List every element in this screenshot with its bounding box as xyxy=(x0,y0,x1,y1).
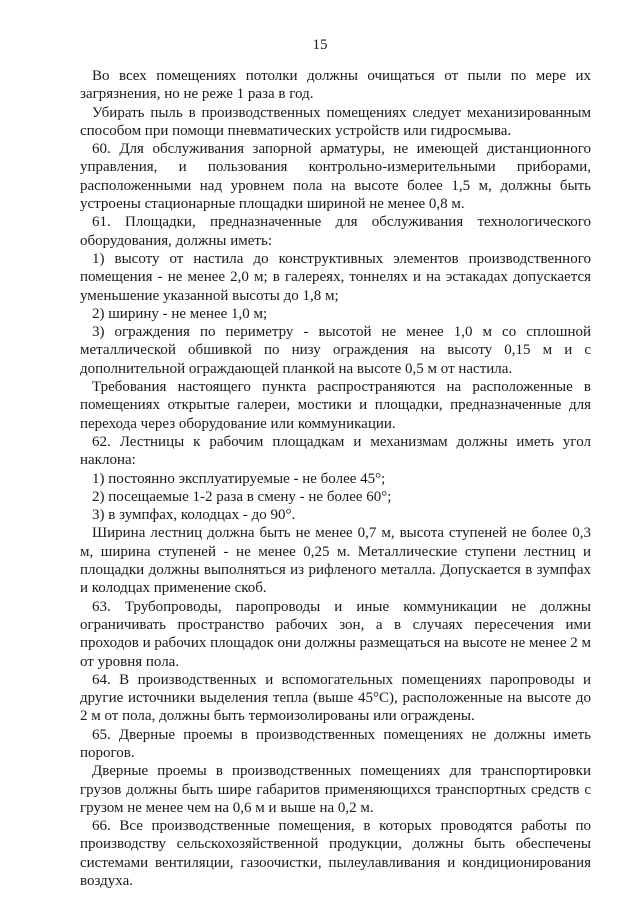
paragraph: 66. Все производственные помещения, в которых проводятся работы по производству сельскохозяйственной продукции, должны быть обеспечены системами вентиляции, газоочистки, пылеулавливания и кондиционирования воздуха. xyxy=(80,818,591,890)
paragraph: 62. Лестницы к рабочим площадкам и механизмам должны иметь угол наклона: xyxy=(80,433,591,469)
page-number: 15 xyxy=(312,37,328,53)
paragraph: Дверные проемы в производственных помещениях для транспортировки грузов должны быть шире габаритов применяющихся транспортных средств с грузом не менее чем на 0,6 м и выше на 0,2 м. xyxy=(80,763,591,816)
paragraph: 61. Площадки, предназначенные для обслуживания технологического оборудования, должны иметь: xyxy=(80,214,591,249)
paragraph: Ширина лестниц должна быть не менее 0,7 м, высота ступеней не более 0,3 м, ширина ступеней - не менее 0,25 м. Металлические ступени лестниц и площадки должны выполняться из рифленого металла. Допускается в зумпфах и колодцах применение скоб. xyxy=(80,525,591,597)
paragraph: 2) ширину - не менее 1,0 м; xyxy=(92,305,268,322)
paragraph: 3) ограждения по периметру - высотой не менее 1,0 м со сплошной металлической обшивкой по низу ограждения на высоту 0,15 м и с дополнительной ограждающей планкой на высоте 0,5 м от настила. xyxy=(80,324,591,377)
paragraph: 1) постоянно эксплуатируемые - не более 45°; xyxy=(92,470,386,487)
paragraph: 65. Дверные проемы в производственных помещениях не должны иметь порогов. xyxy=(80,726,591,761)
paragraph: 2) посещаемые 1-2 раза в смену - не более 60°; xyxy=(92,488,392,505)
paragraph: Требования настоящего пункта распространяются на расположенные в помещениях открытые галереи, мостики и площадки, предназначенные для перехода через оборудование или коммуникации. xyxy=(80,379,591,432)
document-body xyxy=(80,67,591,890)
paragraph: Во всех помещениях потолки должны очищаться от пыли по мере их загрязнения, но не реже 1 раза в год. xyxy=(80,68,591,103)
paragraph: 3) в зумпфах, колодцах - до 90°. xyxy=(92,507,296,524)
paragraph: 1) высоту от настила до конструктивных элементов производственного помещения - не менее 2,0 м; в галереях, тоннелях и на эстакадах допускается уменьшение указанной высоты до 1,8 м; xyxy=(80,250,591,304)
paragraph: 60. Для обслуживания запорной арматуры, не имеющей дистанционного управления, и пользования контрольно-измерительными приборами, расположенными над уровнем пола на высоте более 1,5 м, должны быть устроены стационарные площадки шириной не менее 0,8 м. xyxy=(80,141,591,213)
paragraph: 63. Трубопроводы, паропроводы и иные коммуникации не должны ограничивать пространство рабочих зон, а в случаях пересечения ими проходов и рабочих площадок они должны размещаться на высоте не менее 2 м от уровня пола. xyxy=(80,598,591,670)
paragraph: Убирать пыль в производственных помещениях следует механизированным способом при помощи пневматических устройств или гидросмыва. xyxy=(80,104,591,139)
paragraph: 64. В производственных и вспомогательных помещениях паропроводы и другие источники выделения тепла (выше 45°С), расположенные на высоте до 2 м от пола, должны быть термоизолированы или ограждены. xyxy=(80,671,591,725)
